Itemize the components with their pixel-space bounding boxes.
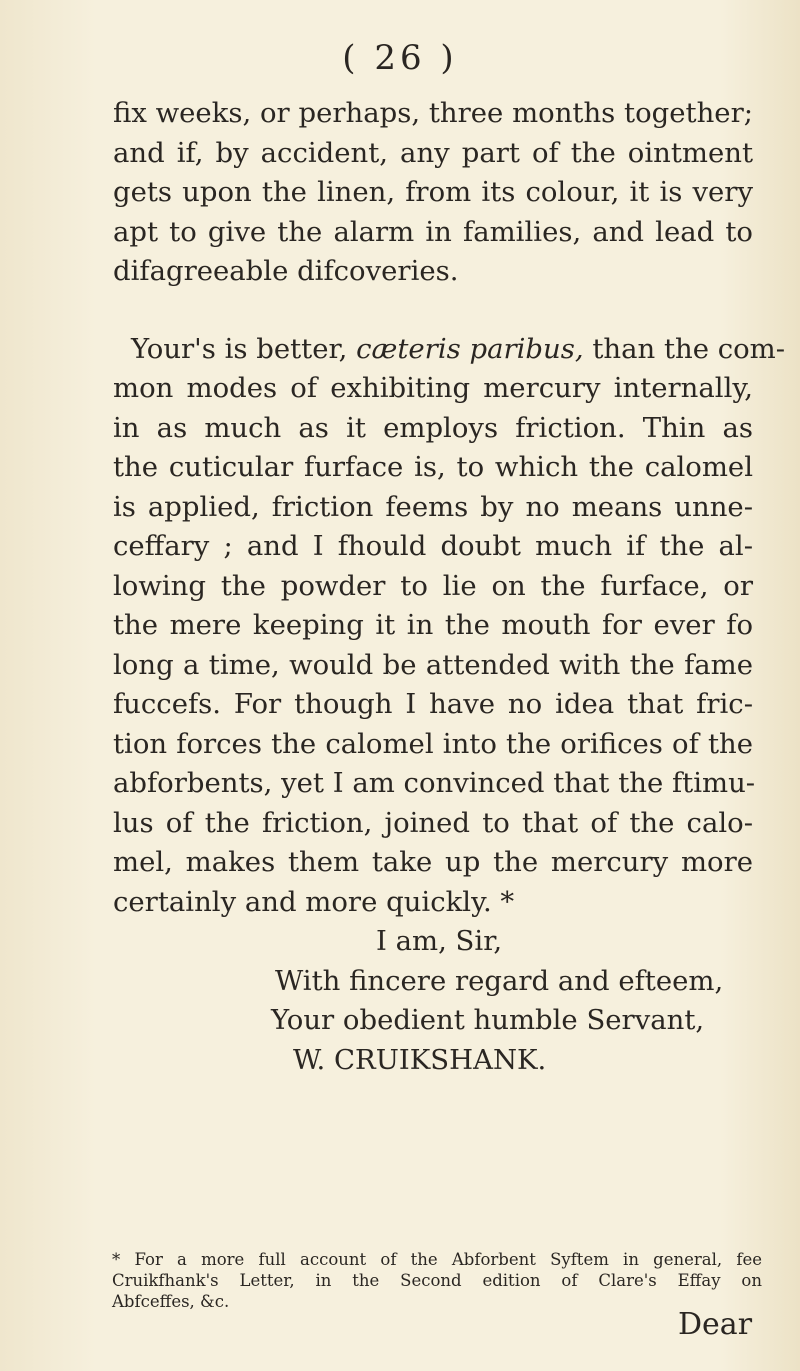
paragraph-2-line: tion forces the calomel into the orifices of the: [113, 727, 753, 760]
paragraph-2-first-line: [113, 330, 786, 370]
paragraph-2-line: is applied, friction feems by no means unne-: [113, 490, 753, 523]
paragraph-2-line: in as much as it employs friction. Thin as: [113, 411, 753, 444]
paragraph-2-line: the cuticular furface is, to which the calomel: [113, 451, 753, 483]
footnote: [112, 1249, 762, 1312]
line-start: Your's is better,: [131, 332, 357, 365]
paragraph-1: [113, 94, 753, 292]
servant-line: Your obedient humble Servant,: [271, 1004, 705, 1036]
paragraph-2: [113, 330, 786, 923]
paragraph-1-line: fix weeks, or perhaps, three months together;: [113, 97, 753, 129]
catchword: Dear: [678, 1307, 753, 1342]
page-number: ( 26 ): [342, 38, 458, 78]
footnote-line: * For a more full account of the Abforbent Syftem in general, fee: [112, 1250, 762, 1269]
paragraph-1-line: and if, by accident, any part of the ointment: [113, 136, 753, 169]
letter-body: [113, 94, 786, 1080]
paragraph-1-line: gets upon the linen, from its colour, it is very: [113, 176, 753, 208]
paragraph-2-line: long a time, would be attended with the fame: [113, 648, 753, 681]
latin-phrase: cæteris paribus,: [356, 332, 584, 365]
paragraph-1-line: difagreeable difcoveries.: [113, 255, 459, 287]
line-end: than the com-: [583, 332, 786, 365]
salutation: I am, Sir,: [376, 925, 503, 957]
paragraph-2-line: certainly and more quickly. *: [113, 885, 515, 918]
paragraph-2-line: ceffary ; and I fhould doubt much if the al-: [113, 530, 753, 562]
signature: W. CRUIKSHANK.: [293, 1043, 547, 1076]
footnote-line: Cruikfhank's Letter, in the Second edition of Clare's Effay on: [112, 1271, 762, 1290]
paragraph-2-line: mon modes of exhibiting mercury internally,: [113, 372, 753, 404]
paragraph-1-line: apt to give the alarm in families, and lead to: [113, 215, 753, 248]
letter-closing: [113, 922, 753, 1080]
paragraph-2-line: lowing the powder to lie on the furface, or: [113, 569, 753, 602]
paragraph-2-line: mel, makes them take up the mercury more: [113, 846, 753, 878]
regard-line: With fincere regard and efteem,: [275, 964, 724, 997]
paragraph-2-line: the mere keeping it in the mouth for ever fo: [113, 609, 753, 641]
paragraph-2-line: abforbents, yet I am convinced that the ftimu-: [113, 767, 756, 799]
footnote-line: Abfceffes, &c.: [112, 1292, 230, 1311]
paragraph-2-line: fuccefs. For though I have no idea that fric-: [113, 688, 753, 720]
paragraph-2-line: lus of the friction, joined to that of the calo-: [113, 806, 753, 839]
